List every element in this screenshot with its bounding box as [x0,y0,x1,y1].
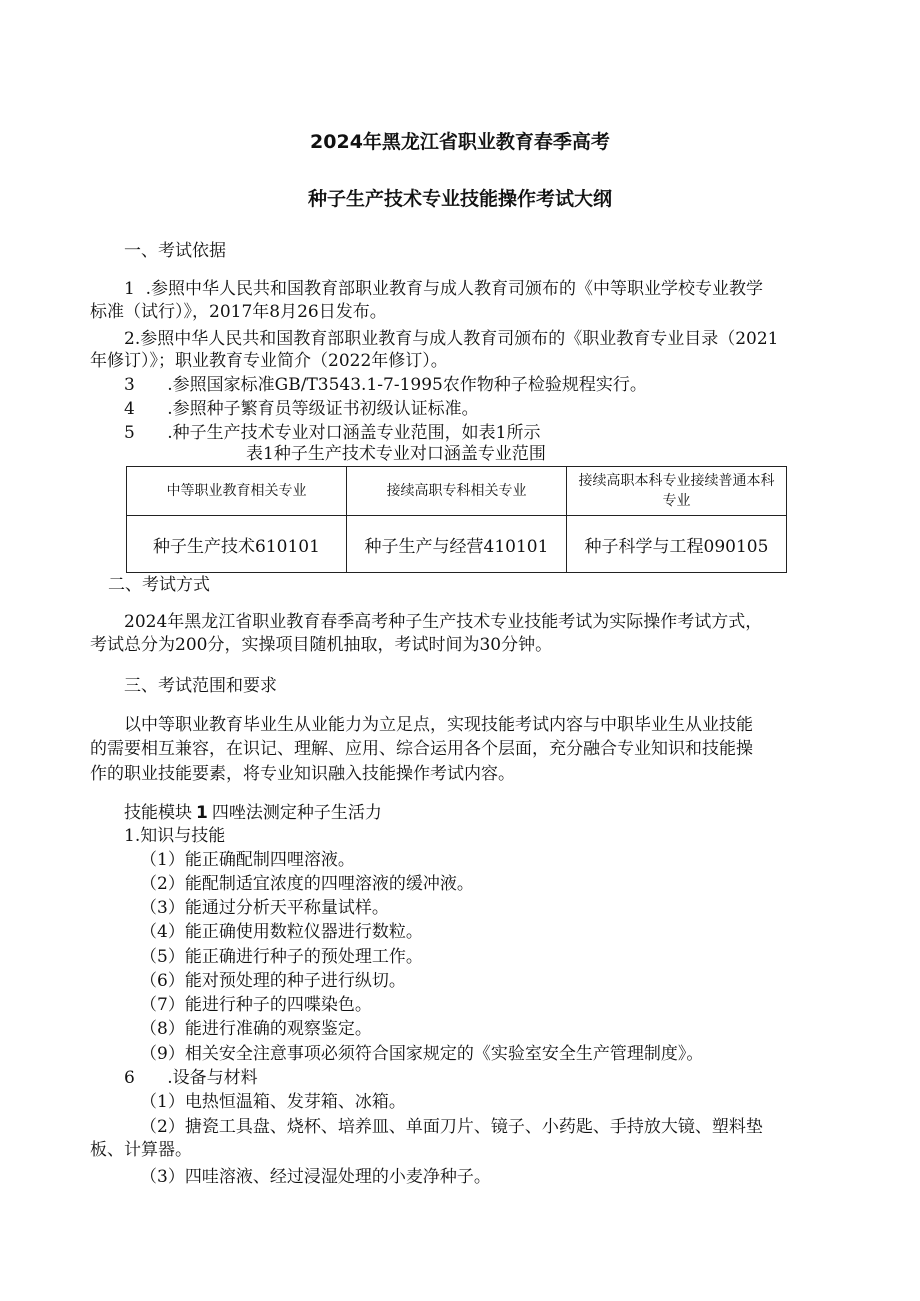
skill-item: （3）能通过分析天平称量试样。 [140,898,389,918]
basis-item-5: 5 .种子生产技术专业对口涵盖专业范围，如表1所示 [124,423,541,443]
scope-table [126,466,787,573]
skill-item: （6）能对预处理的种子进行纵切。 [140,971,406,991]
skill-item: （5）能正确进行种子的预处理工作。 [140,947,423,967]
table-header: 中等职业教育相关专业 [127,467,347,516]
skill-item: （7）能进行种子的四喋染色。 [140,995,372,1015]
table-cell: 种子生产技术610101 [127,516,347,573]
skill-item: （1）能正确配制四哩溶液。 [140,850,355,870]
equipment-item-cont: 板、计算器。 [90,1140,192,1160]
skill-item: （9）相关安全注意事项必须符合国家规定的《实验室安全生产管理制度》。 [140,1044,704,1064]
scope-paragraph: 以中等职业教育毕业生从业能力为立足点，实现技能考试内容与中职毕业生从业技能 [124,715,753,735]
scope-paragraph-cont1: 的需要相互兼容，在识记、理解、应用、综合运用各个层面，充分融合专业知识和技能操 [90,739,753,759]
table-row [127,516,787,573]
basis-item-2: 2.参照中华人民共和国教育部职业教育与成人教育司颁布的《职业教育专业目录（2021 [124,329,779,349]
skill-item: （4）能正确使用数粒仪器进行数粒。 [140,922,423,942]
exam-method-paragraph-cont: 考试总分为200分，实操项目随机抽取，考试时间为30分钟。 [90,635,553,655]
table-caption: 表1种子生产技术专业对口涵盖专业范围 [246,444,546,464]
equipment-item: （2）搪瓷工具盘、烧杯、培养皿、单面刀片、镜子、小药匙、手持放大镜、塑料垫 [140,1117,763,1137]
table-cell: 种子科学与工程090105 [567,516,787,573]
equipment-item: （1）电热恒温箱、发芽箱、冰箱。 [140,1092,406,1112]
skill-item: （2）能配制适宜浓度的四哩溶液的缓冲液。 [140,874,474,894]
basis-item-2-cont: 年修订）》；职业教育专业简介（2022年修订）。 [90,351,448,371]
table-header: 接续高职专科相关专业 [347,467,567,516]
module-number: 1 [196,803,208,823]
table-cell: 种子生产与经营410101 [347,516,567,573]
section3-heading: 三、考试范围和要求 [124,676,277,696]
module-name: 四唑法测定种子生活力 [211,803,382,823]
equipment-heading: 6 .设备与材料 [124,1068,258,1088]
table-header: 接续高职本科专业接续普通本科专业 [567,467,787,516]
basis-item-1: 1 .参照中华人民共和国教育部职业教育与成人教育司颁布的《中等职业学校专业教学 [124,279,764,299]
section2-heading: 二、考试方式 [108,575,210,595]
exam-method-paragraph: 2024年黑龙江省职业教育春季高考种子生产技术专业技能考试为实际操作考试方式， [124,612,763,632]
section1-heading: 一、考试依据 [124,241,226,261]
knowledge-heading: 1.知识与技能 [124,826,226,846]
skill-item: （8）能进行准确的观察鉴定。 [140,1019,372,1039]
module-heading [124,802,382,824]
basis-item-1-cont: 标准（试行）》，2017年8月26日发布。 [90,302,387,322]
basis-item-3: 3 .参照国家标准GB/T3543.1-7-1995农作物种子检验规程实行。 [124,375,647,395]
basis-item-4: 4 .参照种子繁育员等级证书初级认证标准。 [124,399,479,419]
document-title: 2024年黑龙江省职业教育春季高考 [310,131,610,153]
module-prefix: 技能模块 [124,803,192,823]
scope-paragraph-cont2: 作的职业技能要素，将专业知识融入技能操作考试内容。 [90,764,515,784]
table-header-row [127,467,787,516]
equipment-item: （3）四哇溶液、经过浸湿处理的小麦净种子。 [140,1167,491,1187]
document-subtitle: 种子生产技术专业技能操作考试大纲 [307,188,612,210]
